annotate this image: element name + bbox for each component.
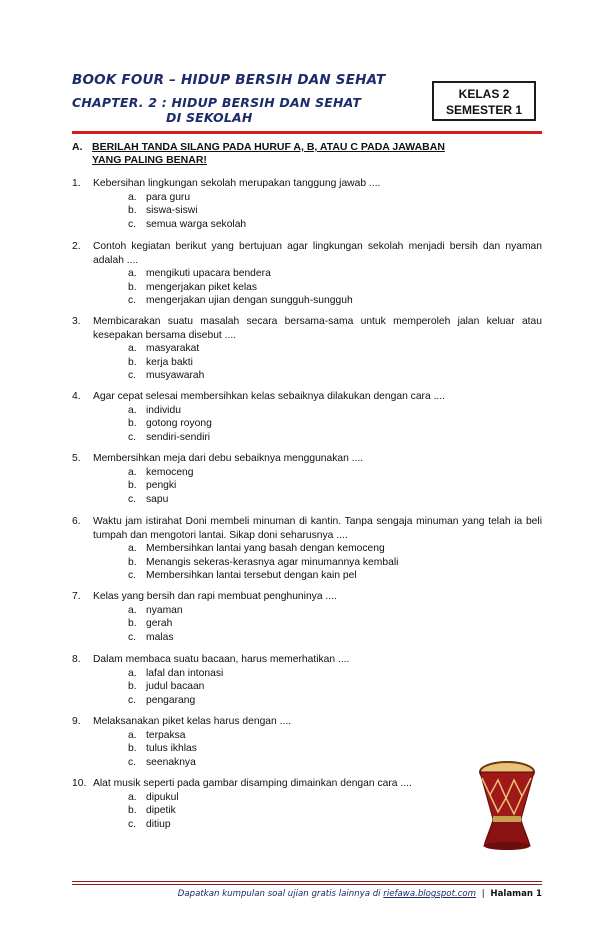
section-heading (72, 141, 542, 167)
option-letter: a. (128, 343, 137, 355)
section-instruction-line1: BERILAH TANDA SILANG PADA HURUF A, B, ATAU C PADA JAWABAN (92, 141, 445, 153)
option-text: mengerjakan piket kelas (146, 281, 258, 293)
question-item (72, 777, 542, 831)
option-letter: a. (128, 191, 137, 203)
option-letter: b. (128, 743, 137, 755)
option-text: gotong royong (146, 418, 212, 430)
option-letter: b. (128, 805, 137, 817)
question-text: Membicarakan suatu masalah secara bersama-sama untuk memperoleh jalan keluar atau kesepakan bersama disebut .... (93, 316, 542, 341)
question-item (72, 653, 542, 707)
option-letter: a. (128, 466, 137, 478)
question-number: 3. (72, 316, 81, 327)
option-letter: b. (128, 681, 137, 693)
answer-option[interactable] (128, 191, 542, 205)
question-text: Kebersihan lingkungan sekolah merupakan tanggung jawab .... (93, 178, 381, 189)
answer-option[interactable] (128, 493, 542, 507)
option-text: Menangis sekeras-kerasnya agar minumannya kembali (146, 556, 399, 568)
option-text: gerah (146, 618, 173, 630)
option-letter: a. (128, 404, 137, 416)
answer-option[interactable] (128, 204, 542, 218)
option-text: kerja bakti (146, 356, 193, 368)
option-letter: b. (128, 556, 137, 568)
option-letter: c. (128, 694, 137, 706)
option-letter: c. (128, 570, 137, 582)
answer-option[interactable] (128, 267, 542, 281)
answer-option[interactable] (128, 356, 542, 370)
option-text: semua warga sekolah (146, 218, 247, 230)
book-title: BOOK FOUR – HIDUP BERSIH DAN SEHAT (72, 72, 386, 88)
option-text: dipetik (146, 805, 176, 817)
answer-option[interactable] (128, 342, 542, 356)
header-divider (72, 131, 542, 134)
answer-option[interactable] (128, 617, 542, 631)
option-letter: b. (128, 356, 137, 368)
answer-option[interactable] (128, 667, 542, 681)
option-text: seenaknya (146, 756, 196, 768)
option-letter: a. (128, 543, 137, 555)
section-label: A. (72, 141, 83, 153)
option-letter: c. (128, 818, 137, 830)
question-text: Dalam membaca suatu bacaan, harus memerhatikan .... (93, 654, 350, 665)
option-text: dipukul (146, 791, 179, 803)
option-letter: a. (128, 667, 137, 679)
question-item (72, 452, 542, 506)
question-item (72, 315, 542, 383)
answer-option[interactable] (128, 404, 542, 418)
answer-option[interactable] (128, 431, 542, 445)
option-text: malas (146, 631, 174, 643)
option-letter: c. (128, 295, 137, 307)
question-item (72, 177, 542, 231)
option-text: mengikuti upacara bendera (146, 268, 271, 280)
option-letter: b. (128, 480, 137, 492)
question-number: 1. (72, 178, 81, 189)
answer-option[interactable] (128, 479, 542, 493)
option-text: judul bacaan (146, 681, 205, 693)
answer-option[interactable] (128, 281, 542, 295)
question-text: Waktu jam istirahat Doni membeli minuman di kantin. Tanpa sengaja minuman yang telah ia beli tumpah dan mengotori lantai. Sikap doni seharusnya .... (93, 516, 542, 541)
chapter-title: CHAPTER. 2 : HIDUP BERSIH DAN SEHAT (72, 95, 362, 110)
answer-option[interactable] (128, 604, 542, 618)
drum-image (476, 760, 538, 850)
option-letter: a. (128, 604, 137, 616)
footer-text: Dapatkan kumpulan soal ujian gratis lainnya di (177, 889, 381, 899)
question-number: 8. (72, 654, 81, 665)
option-text: nyaman (146, 604, 183, 616)
semester-label: SEMESTER 1 (445, 103, 523, 117)
answer-option[interactable] (128, 742, 542, 756)
page-footer (72, 889, 542, 899)
footer-separator: | (481, 889, 485, 899)
footer-divider-bottom (72, 884, 542, 885)
answer-option[interactable] (128, 466, 542, 480)
option-text: sendiri-sendiri (146, 431, 211, 443)
answer-option[interactable] (128, 569, 542, 583)
question-item (72, 590, 542, 644)
question-text: Membersihkan meja dari debu sebaiknya menggunakan .... (93, 453, 364, 464)
option-text: musyawarah (146, 370, 205, 382)
answer-option[interactable] (128, 218, 542, 232)
option-text: para guru (146, 191, 191, 203)
option-letter: c. (128, 431, 137, 443)
option-letter: a. (128, 268, 137, 280)
footer-divider-top (72, 881, 542, 882)
question-text: Alat musik seperti pada gambar disamping dimainkan dengan cara .... (93, 778, 412, 789)
class-badge (432, 81, 536, 121)
question-item (72, 715, 542, 769)
question-text: Contoh kegiatan berikut yang bertujuan agar lingkungan sekolah menjadi bersih dan nyaman adalah .... (93, 241, 542, 266)
question-number: 10. (72, 778, 87, 789)
question-text: Melaksanakan piket kelas harus dengan .... (93, 716, 292, 727)
question-number: 7. (72, 591, 81, 602)
option-letter: a. (128, 791, 137, 803)
option-letter: c. (128, 370, 137, 382)
question-item (72, 390, 542, 444)
section-instruction-line2: YANG PALING BENAR! (92, 154, 207, 166)
option-text: Membersihkan lantai tersebut dengan kain pel (146, 570, 357, 582)
option-text: masyarakat (146, 343, 200, 355)
option-text: siswa-siswi (146, 205, 198, 217)
option-letter: a. (128, 729, 137, 741)
answer-option[interactable] (128, 631, 542, 645)
answer-option[interactable] (128, 369, 542, 383)
question-item (72, 240, 542, 308)
answer-option[interactable] (128, 556, 542, 570)
option-text: lafal dan intonasi (146, 667, 224, 679)
answer-option[interactable] (128, 417, 542, 431)
option-text: terpaksa (146, 729, 186, 741)
question-number: 6. (72, 516, 81, 527)
option-text: Membersihkan lantai yang basah dengan kemoceng (146, 543, 385, 555)
option-text: pengki (146, 480, 177, 492)
question-number: 4. (72, 391, 81, 402)
option-letter: b. (128, 205, 137, 217)
answer-option[interactable] (128, 294, 542, 308)
question-item (72, 515, 542, 583)
option-letter: c. (128, 631, 137, 643)
answer-option[interactable] (128, 680, 542, 694)
option-text: kemoceng (146, 466, 194, 478)
footer-link[interactable]: riefawa.blogspot.com (383, 889, 477, 899)
page-number: Halaman 1 (490, 889, 542, 899)
chapter-subtitle: DI SEKOLAH (166, 110, 253, 125)
option-text: ditiup (146, 818, 171, 830)
option-letter: c. (128, 756, 137, 768)
option-text: sapu (146, 493, 169, 505)
option-letter: c. (128, 218, 137, 230)
option-text: mengerjakan ujian dengan sungguh-sungguh (146, 295, 353, 307)
option-letter: b. (128, 618, 137, 630)
question-number: 9. (72, 716, 81, 727)
question-number: 2. (72, 241, 81, 252)
question-number: 5. (72, 453, 81, 464)
class-label: KELAS 2 (458, 87, 510, 101)
answer-option[interactable] (128, 542, 542, 556)
question-text: Agar cepat selesai membersihkan kelas sebaiknya dilakukan dengan cara .... (93, 391, 446, 402)
option-text: individu (146, 404, 181, 416)
option-letter: b. (128, 418, 137, 430)
option-letter: b. (128, 281, 137, 293)
question-text: Kelas yang bersih dan rapi membuat penghuninya .... (93, 591, 337, 602)
answer-option[interactable] (128, 729, 542, 743)
option-text: pengarang (146, 694, 196, 706)
option-text: tulus ikhlas (146, 743, 197, 755)
answer-option[interactable] (128, 694, 542, 708)
option-letter: c. (128, 493, 137, 505)
